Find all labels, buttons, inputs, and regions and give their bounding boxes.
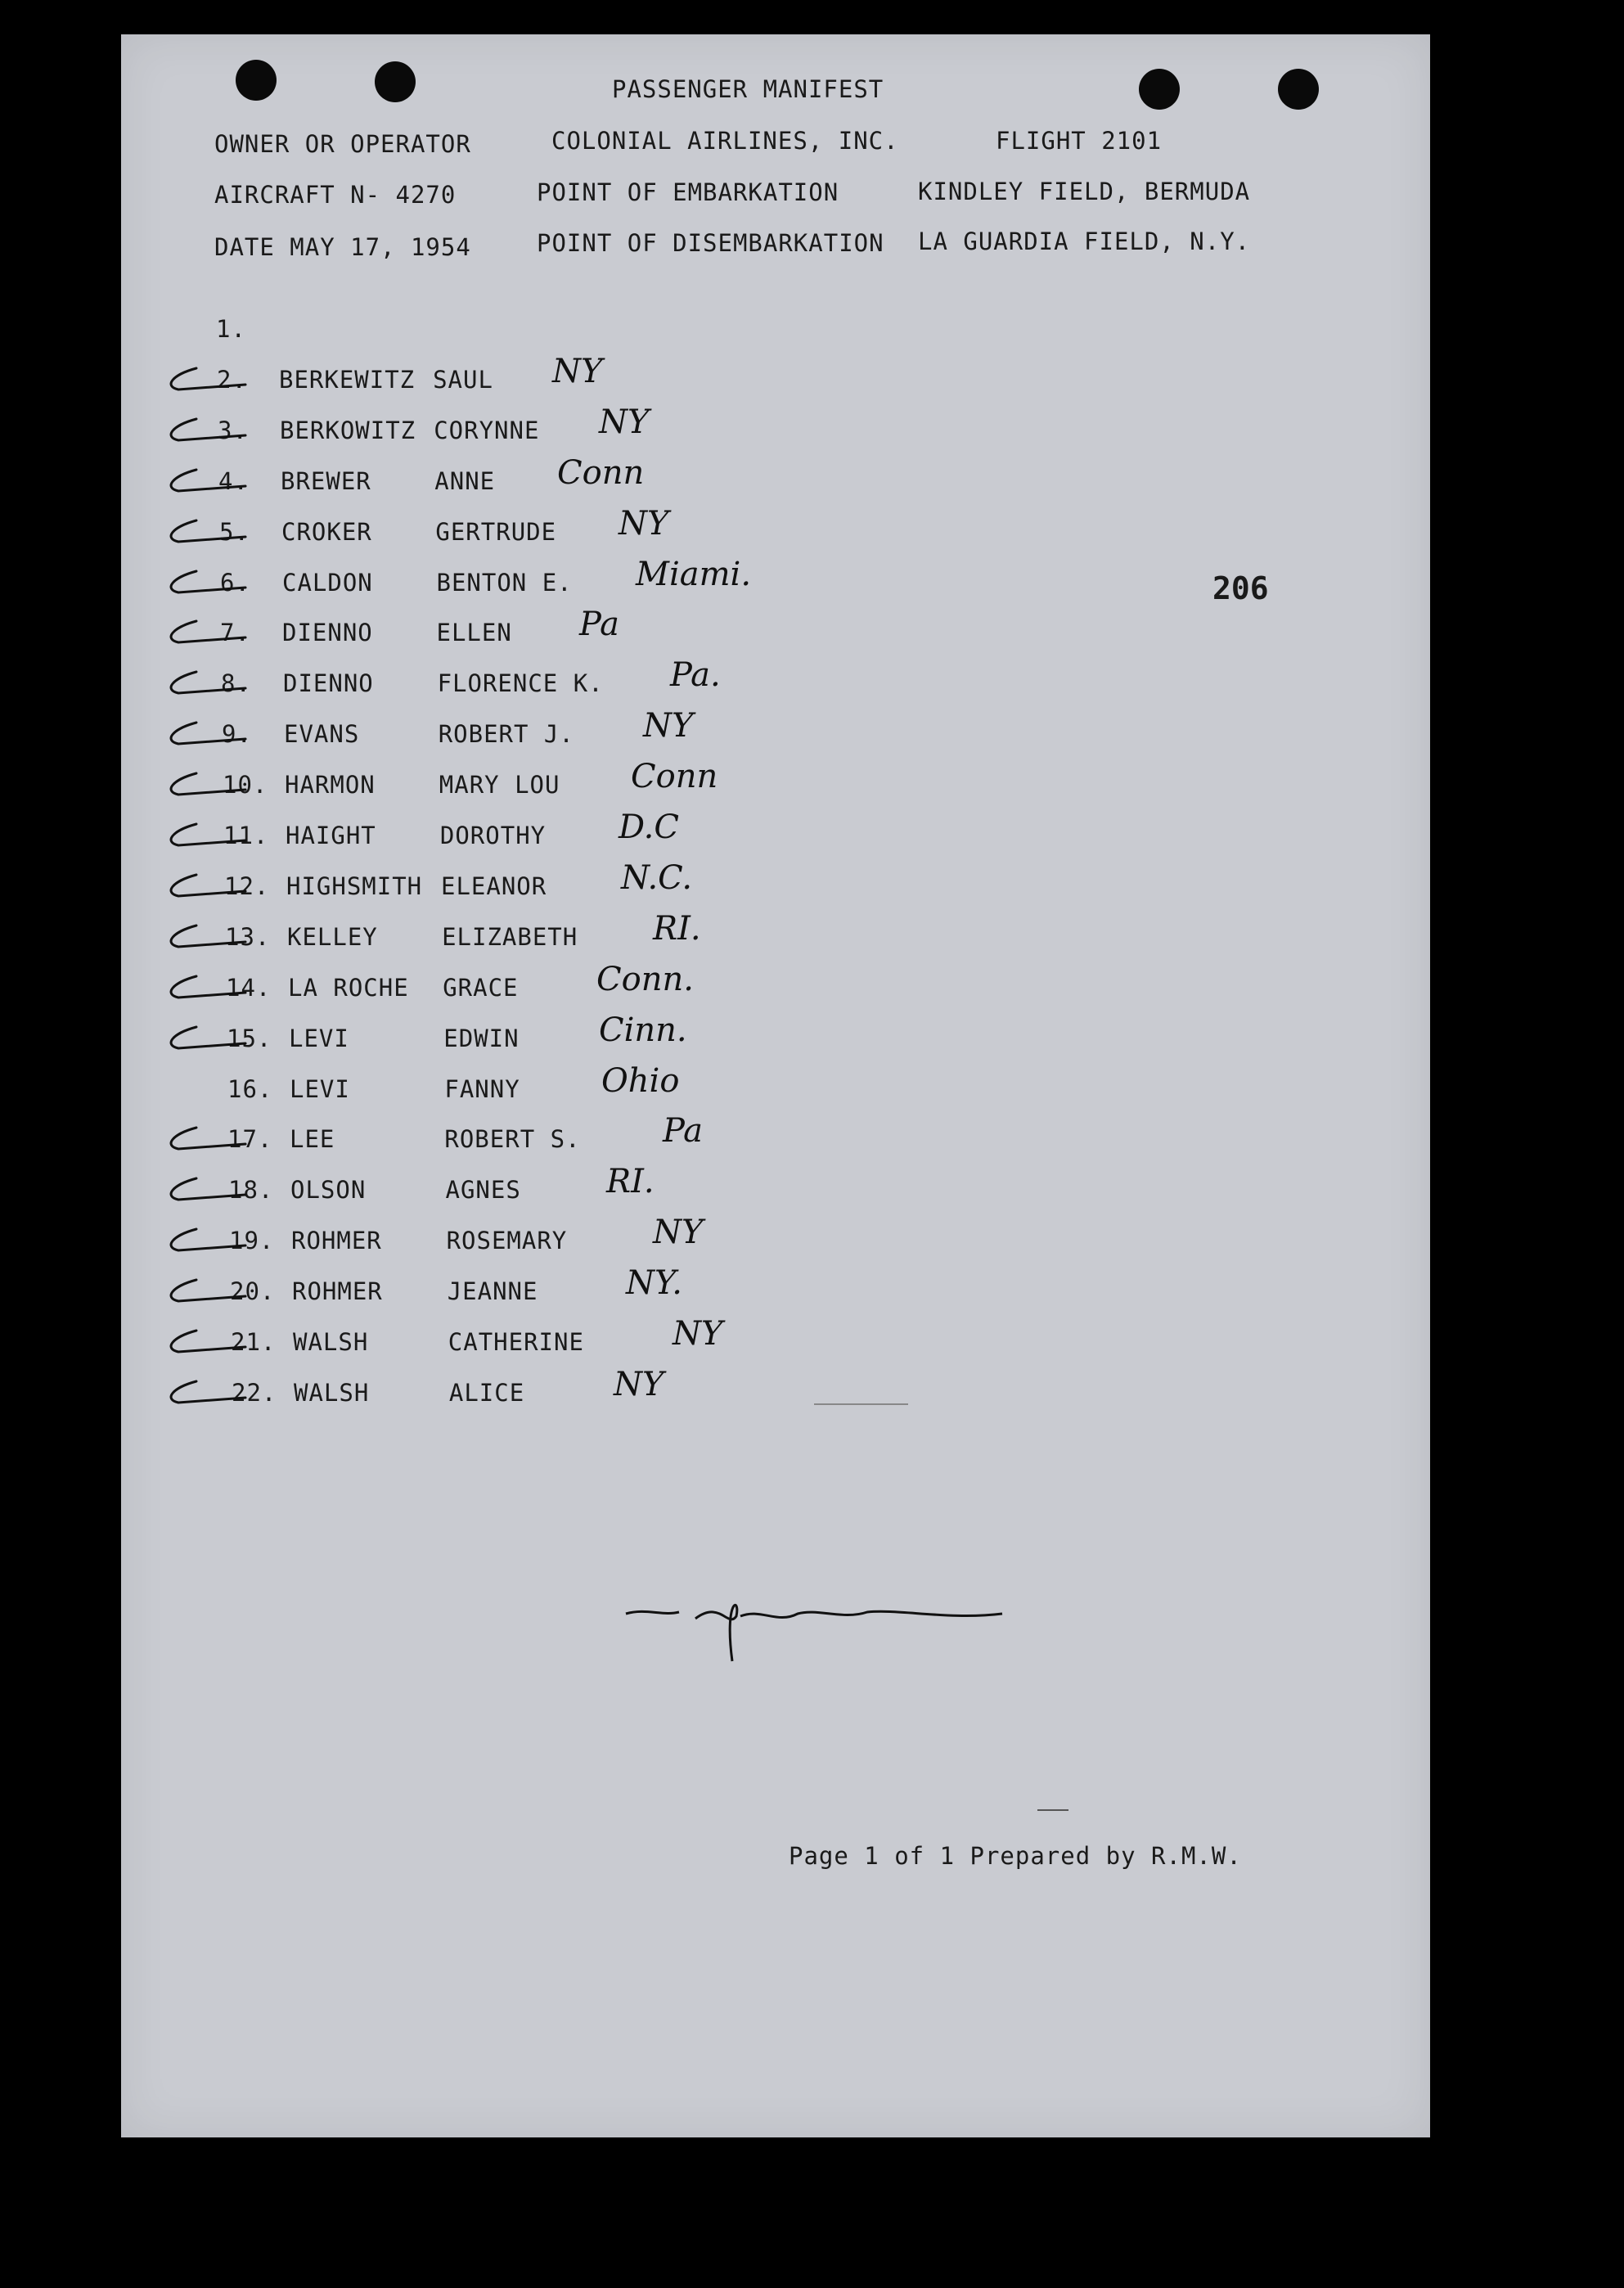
row-number: 5. [219,518,250,546]
passenger-first-name: FANNY [444,1075,520,1103]
passenger-last-name: ROHMER [292,1277,383,1305]
state-notation: D.C [619,808,679,846]
passenger-last-name: LEVI [289,1025,349,1052]
passenger-last-name: BERKOWITZ [280,417,416,444]
state-notation: Pa. [670,656,721,694]
row-number: 12. [224,872,270,900]
row-number: 10. [223,771,268,799]
embarkation-value: KINDLEY FIELD, BERMUDA [918,178,1251,205]
state-notation: NY [599,403,650,441]
row-number: 15. [227,1025,272,1052]
passenger-last-name: CROKER [281,518,372,546]
row-number: 7. [220,619,250,646]
passenger-first-name: ELLEN [436,619,512,646]
disembarkation-label: POINT OF DISEMBARKATION [537,229,884,257]
passenger-last-name: EVANS [284,720,360,748]
embarkation-label: POINT OF EMBARKATION [537,178,839,206]
row-number: 2. [217,366,247,394]
passenger-last-name: OLSON [290,1176,367,1204]
passenger-last-name: HARMON [285,771,376,799]
state-notation: N.C. [621,859,693,897]
passenger-last-name: WALSH [294,1379,370,1407]
row-number: 16. [227,1075,273,1103]
passenger-first-name: ROBERT S. [444,1125,581,1153]
flight-date: DATE MAY 17, 1954 [214,233,471,261]
state-notation: Pa [579,606,619,643]
passenger-first-name: ANNE [434,467,496,495]
state-notation: RI. [653,910,701,948]
row-number: 6. [220,569,250,597]
passenger-first-name: JEANNE [447,1277,538,1305]
passenger-last-name: LA ROCHE [288,974,409,1002]
passenger-first-name: EDWIN [443,1025,520,1052]
page-number-stamp: 206 [1212,570,1269,606]
passenger-last-name: LEE [290,1125,335,1153]
passenger-first-name: ELEANOR [441,872,547,900]
punch-hole [1139,69,1180,110]
passenger-first-name: DOROTHY [439,822,547,849]
state-notation: Ohio [601,1062,680,1100]
row-number: 19. [229,1227,275,1254]
punch-hole [1278,69,1319,110]
passenger-last-name: DIENNO [282,619,373,646]
owner-label: OWNER OR OPERATOR [214,130,471,158]
manifest-title: PASSENGER MANIFEST [612,75,884,103]
state-notation: Conn [631,758,718,795]
row-number: 3. [218,417,248,444]
row-number: 18. [228,1176,274,1204]
row-number: 4. [218,467,249,495]
row-number: 14. [226,974,272,1002]
state-notation: RI. [606,1163,655,1200]
state-notation: NY [643,707,694,745]
passenger-first-name: AGNES [445,1176,521,1204]
passenger-first-name: ROBERT J. [438,720,574,748]
owner-value: COLONIAL AIRLINES, INC. [551,127,899,155]
passenger-last-name: BREWER [281,467,371,495]
state-notation: NY [673,1315,723,1353]
passenger-first-name: GERTRUDE [435,518,557,546]
passenger-last-name: KELLEY [287,923,378,951]
passenger-first-name: ELIZABETH [442,923,578,951]
state-notation: Cinn. [599,1011,687,1049]
state-notation: Conn. [596,961,694,998]
passenger-first-name: GRACE [443,974,519,1002]
row-number: 17. [227,1125,273,1153]
passenger-first-name: ALICE [448,1379,525,1407]
passenger-first-name: BENTON E. [436,569,573,597]
state-notation: NY [653,1214,704,1251]
state-notation: Pa [663,1112,703,1150]
punch-hole [236,60,277,101]
passenger-first-name: SAUL [433,366,493,394]
state-notation: NY [552,353,603,390]
passenger-last-name: BERKEWITZ [279,366,416,394]
passenger-first-name: CATHERINE [448,1328,584,1356]
passenger-last-name: ROHMER [291,1227,382,1254]
state-notation: Miami. [636,556,752,593]
passenger-last-name: WALSH [293,1328,369,1356]
state-notation: NY [614,1366,664,1403]
page-footer: Page 1 of 1 Prepared by R.M.W. [789,1842,1242,1870]
disembarkation-value: LA GUARDIA FIELD, N.Y. [918,227,1251,255]
row-number: 11. [223,822,269,849]
state-notation: Conn [557,454,645,492]
passenger-last-name: CALDON [282,569,373,597]
passenger-first-name: CORYNNE [434,417,540,444]
row-number: 21. [231,1328,277,1356]
row-number: 13. [225,923,271,951]
punch-hole [375,61,416,102]
row-number: 1. [216,315,246,343]
flight-number: FLIGHT 2101 [996,127,1163,155]
passenger-last-name: LEVI [290,1075,350,1103]
state-notation: NY. [626,1264,682,1302]
row-number: 8. [221,669,251,697]
passenger-last-name: DIENNO [283,669,374,697]
aircraft-number: AIRCRAFT N- 4270 [214,181,457,209]
row-number: 9. [222,720,252,748]
passenger-last-name: HIGHSMITH [286,872,423,900]
passenger-first-name: ROSEMARY [446,1227,568,1254]
passenger-first-name: FLORENCE K. [437,669,604,697]
row-number: 20. [230,1277,276,1305]
passenger-first-name: MARY LOU [439,771,560,799]
row-number: 22. [232,1379,277,1407]
state-notation: NY [619,505,669,543]
passenger-last-name: HAIGHT [286,822,376,849]
